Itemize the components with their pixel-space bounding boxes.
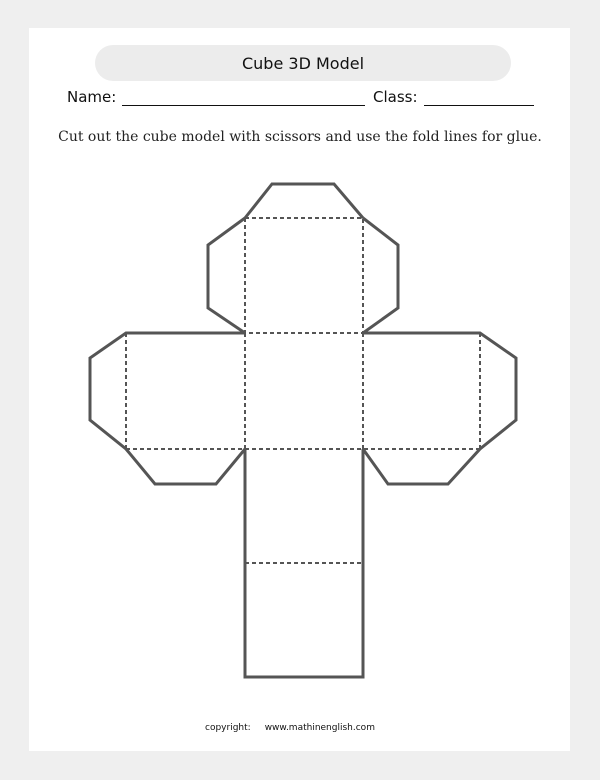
footer (205, 723, 375, 733)
instructions-text: Cut out the cube model with scissors and use the fold lines for glue. (58, 129, 542, 145)
footer-url[interactable]: www.mathinenglish.com (264, 723, 375, 733)
top-glue-tab-outline (245, 184, 363, 218)
footer-copyright: copyright: (205, 723, 251, 733)
top-face-fold (245, 218, 363, 333)
right-face-outline (363, 333, 516, 484)
name-label: Name: (67, 88, 117, 106)
top-right-tab-outline (363, 218, 398, 333)
title-text: Cube 3D Model (241, 53, 365, 73)
class-label: Class: (373, 88, 418, 106)
left-face-outline (90, 333, 245, 484)
top-left-tab-outline (208, 218, 245, 333)
